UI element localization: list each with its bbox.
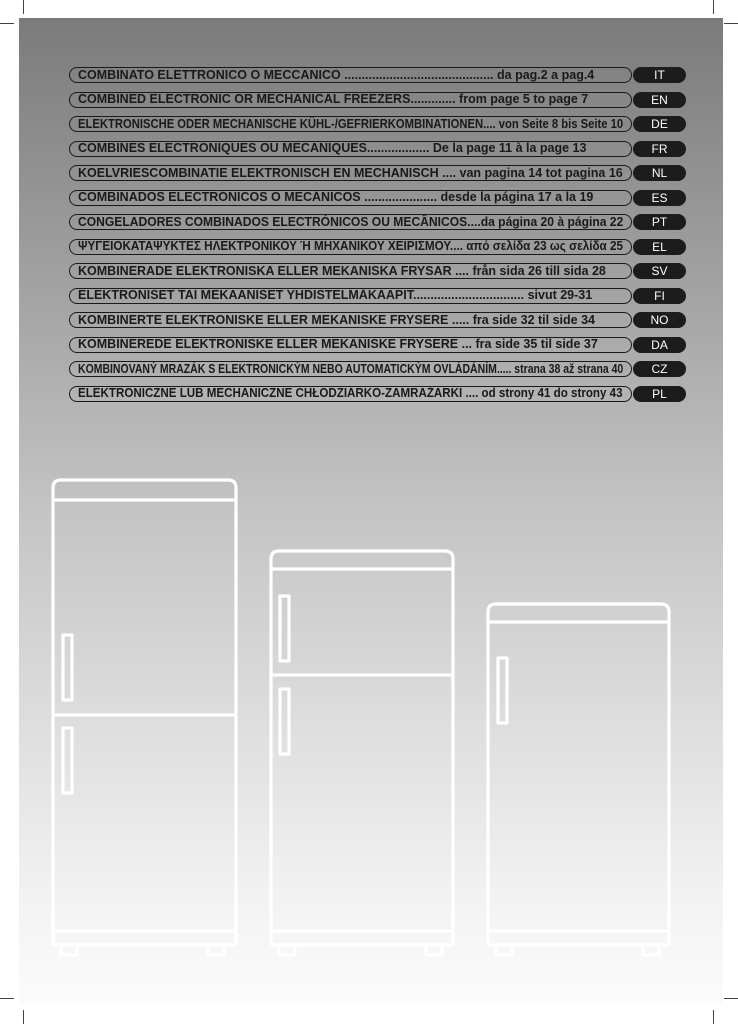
- language-tab: FI: [633, 288, 686, 304]
- toc-entry-title: ELEKTRONICZNE LUB MECHANICZNE CHŁODZIARKO-ZAMRAŻARKI .... od strony 41 do strony 43: [78, 386, 623, 401]
- fridge-single-door-icon: [488, 604, 669, 955]
- fridge-top-freezer-icon: [271, 551, 453, 955]
- crop-mark: [23, 0, 24, 14]
- language-tab: NL: [633, 165, 686, 181]
- crop-mark: [0, 23, 14, 24]
- toc-entry-title: COMBINED ELECTRONIC OR MECHANICAL FREEZERS............. from page 5 to page 7: [78, 92, 589, 107]
- toc-entry-title: ELEKTRONISET TAI MEKAANISET YHDISTELMÄKAAPIT................................ sivut 29-31: [78, 288, 593, 303]
- crop-mark: [0, 998, 14, 999]
- language-tab: CZ: [633, 361, 686, 377]
- crop-mark: [724, 998, 738, 999]
- crop-mark: [713, 1010, 714, 1024]
- language-tab: EL: [633, 239, 686, 255]
- language-tab: DA: [633, 337, 686, 353]
- language-tab: ES: [633, 190, 686, 206]
- language-tab: EN: [633, 92, 686, 108]
- language-tab: SV: [633, 263, 686, 279]
- toc-entry-title: KOMBINERTE ELEKTRONISKE ELLER MEKANISKE FRYSERE ..... fra side 32 til side 34: [78, 312, 595, 327]
- manual-cover: [19, 18, 723, 1003]
- language-tab: PT: [633, 214, 686, 230]
- language-tab: DE: [633, 116, 686, 132]
- toc-entry-title: ELEKTRONISCHE ODER MECHANISCHE KÜHL-/GEFRIERKOMBINATIONEN.... von Seite 8 bis Seite 10: [78, 116, 624, 131]
- fridge-illustrations: [19, 18, 723, 1003]
- crop-mark: [23, 1010, 24, 1024]
- toc-entry-title: KOMBINERADE ELEKTRONISKA ELLER MEKANISKA FRYSAR .... från sida 26 till sida 28: [78, 263, 606, 278]
- crop-mark: [724, 23, 738, 24]
- language-tab: FR: [633, 141, 686, 157]
- toc-entry-title: KOMBINOVANÝ MRAZÁK S ELEKTRONICKÝM NEBO AUTOMATICKÝM OVLÁDÁNÍM..... strana 38 až strana 40: [78, 361, 624, 376]
- toc-entry-title: COMBINES ELECTRONIQUES OU MECANIQUES.................. De la page 11 à la page 13: [78, 141, 587, 156]
- language-tab: PL: [633, 386, 686, 402]
- fridge-bottom-freezer-icon: [53, 480, 236, 955]
- toc-entry-title: COMBINADOS ELECTRÓNICOS O MECÁNICOS ..................... desde la página 17 a la 19: [78, 190, 594, 205]
- language-tab: NO: [633, 312, 686, 328]
- language-tab: IT: [633, 67, 686, 83]
- toc-entry-title: KOMBINEREDE ELEKTRONISKE ELLER MEKANISKE FRYSERE ... fra side 35 til side 37: [78, 337, 598, 352]
- toc-entry-title: COMBINATO ELETTRONICO O MECCANICO ........................................... da pag.2 a pag.4: [78, 67, 595, 82]
- toc-entry-title: ΨΥΓΕΙΟΚΑΤΑΨΥΚΤΕΣ ΗΛΕΚΤΡΟΝΙΚΟΥ Ή ΜΗΧΑΝΙΚΟΥ ΧΕΙΡΙΣΜΟΥ.... από σελίδα 23 ως σελίδα 25: [78, 239, 624, 254]
- toc-entry-title: CONGELADORES COMBINADOS ELECTRÓNICOS OU MECÂNICOS....da página 20 à página 22: [78, 214, 624, 229]
- crop-mark: [713, 0, 714, 14]
- toc-entry-title: KOELVRIESCOMBINATIE ELEKTRONISCH EN MECHANISCH .... van pagina 14 tot pagina 16: [78, 165, 623, 180]
